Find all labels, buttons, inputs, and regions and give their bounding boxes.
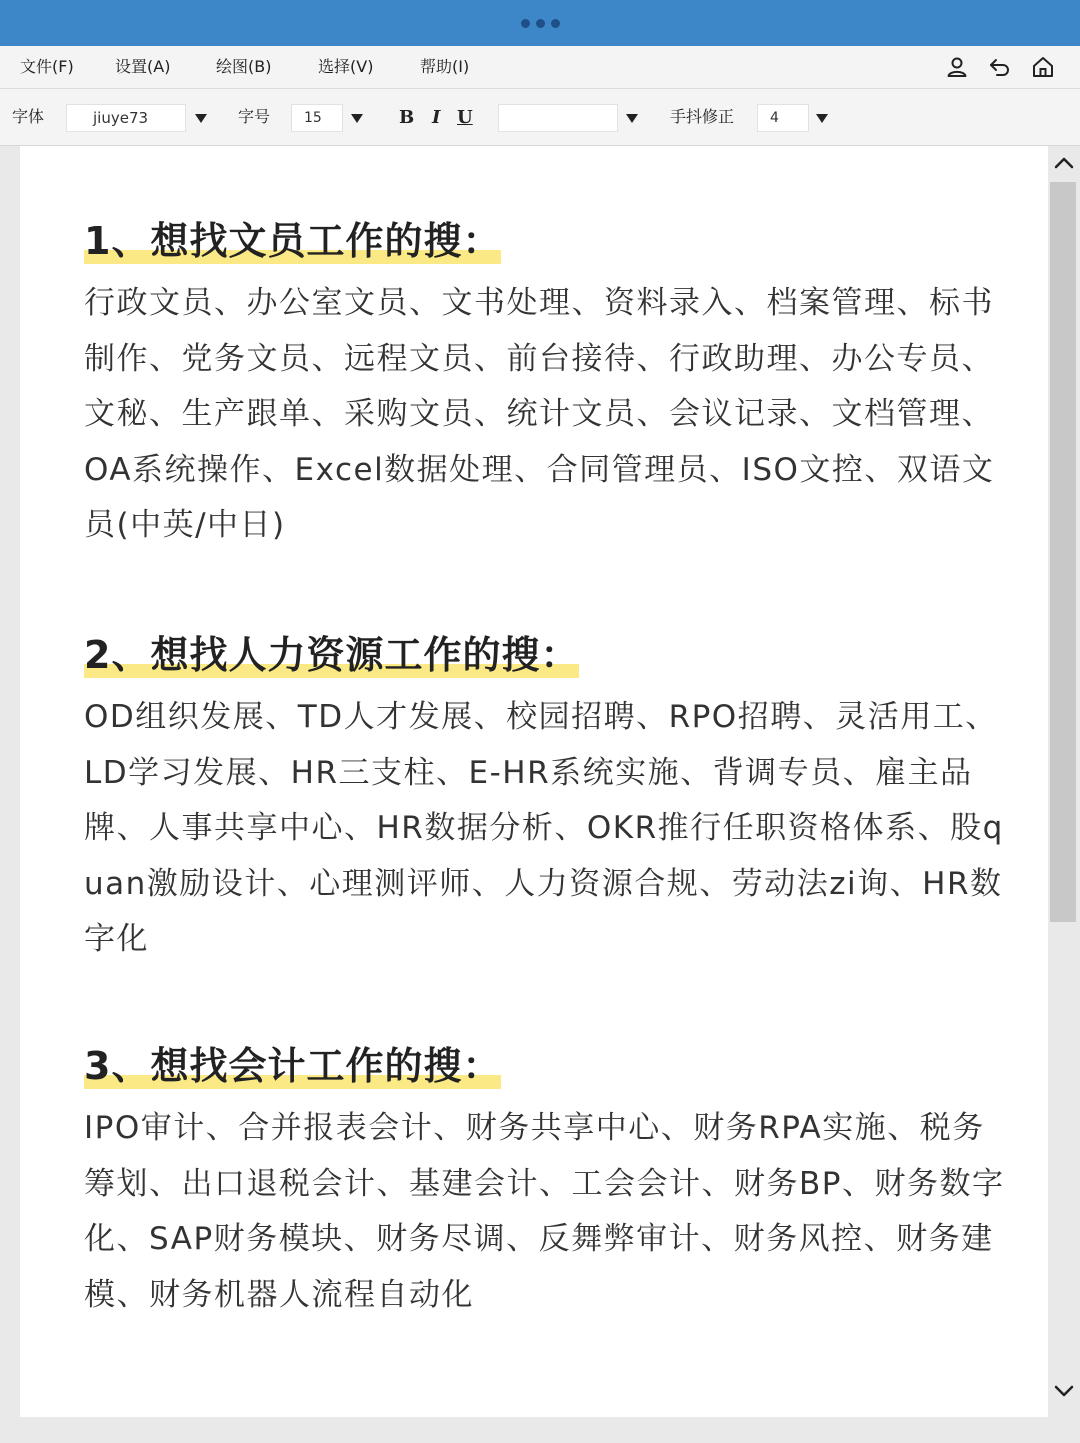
section-clerk bbox=[84, 214, 1014, 554]
section-body: 行政文员、办公室文员、文书处理、资料录入、档案管理、标书制作、党务文员、远程文员、前台接待、行政助理、办公专员、文秘、生产跟单、采购文员、统计文员、会议记录、文档管理、OA系统操作、Excel数据处理、合同管理员、ISO文控、双语文员(中英/中日) bbox=[84, 285, 995, 543]
font-label: 字体 bbox=[12, 107, 45, 126]
dot-icon bbox=[521, 19, 530, 28]
size-select[interactable]: 15 bbox=[291, 104, 343, 132]
italic-button[interactable]: I bbox=[432, 107, 441, 128]
home-icon[interactable] bbox=[1031, 55, 1055, 79]
scroll-down-icon[interactable] bbox=[1052, 1378, 1076, 1402]
menu-settings[interactable]: 设置(A) bbox=[115, 57, 171, 76]
scroll-up-icon[interactable] bbox=[1052, 152, 1076, 176]
underline-button[interactable]: U bbox=[457, 107, 473, 128]
section-heading bbox=[84, 214, 501, 268]
size-label: 字号 bbox=[238, 107, 271, 126]
caret-down-icon bbox=[351, 114, 363, 123]
section-heading bbox=[84, 628, 579, 682]
dot-icon bbox=[536, 19, 545, 28]
scrollbar-thumb[interactable] bbox=[1050, 182, 1076, 922]
format-toolbar bbox=[0, 89, 1080, 146]
window-titlebar[interactable] bbox=[0, 0, 1080, 46]
caret-down-icon bbox=[626, 114, 638, 123]
size-dropdown-button[interactable] bbox=[344, 104, 370, 132]
menu-bar bbox=[0, 46, 1080, 89]
menu-draw[interactable]: 绘图(B) bbox=[216, 57, 272, 76]
menu-help[interactable]: 帮助(I) bbox=[420, 57, 470, 76]
caret-down-icon bbox=[195, 114, 207, 123]
section-accounting bbox=[84, 1039, 1014, 1323]
correction-dropdown-button[interactable] bbox=[809, 104, 835, 132]
section-hr bbox=[84, 628, 1014, 968]
section-heading bbox=[84, 1039, 501, 1093]
heading-text: 1、想找文员工作的搜： bbox=[84, 219, 502, 263]
window-drag-handle[interactable] bbox=[521, 19, 560, 28]
menu-file[interactable]: 文件(F) bbox=[20, 57, 74, 76]
menu-select[interactable]: 选择(V) bbox=[318, 57, 374, 76]
section-body: OD组织发展、TD人才发展、校园招聘、RPO招聘、灵活用工、LD学习发展、HR三支柱、E-HR系统实施、背调专员、雇主品牌、人事共享中心、HR数据分析、OKR推行任职资格体系、股quan激励设计、心理测评师、人力资源合规、劳动法zi询、HR数字化 bbox=[84, 699, 1004, 957]
user-icon[interactable] bbox=[945, 55, 969, 79]
color-dropdown-button[interactable] bbox=[619, 104, 645, 132]
font-dropdown-button[interactable] bbox=[188, 104, 214, 132]
color-select[interactable] bbox=[498, 104, 618, 132]
section-body: IPO审计、合并报表会计、财务共享中心、财务RPA实施、税务筹划、出口退税会计、基建会计、工会会计、财务BP、财务数字化、SAP财务模块、财务尽调、反舞弊审计、财务风控、财务建模、财务机器人流程自动化 bbox=[84, 1110, 1005, 1313]
correction-select[interactable]: 4 bbox=[757, 104, 809, 132]
undo-icon[interactable] bbox=[988, 55, 1012, 79]
heading-text: 3、想找会计工作的搜： bbox=[84, 1044, 502, 1088]
bold-button[interactable]: B bbox=[399, 107, 415, 128]
heading-text: 2、想找人力资源工作的搜： bbox=[84, 633, 580, 677]
correction-label: 手抖修正 bbox=[670, 107, 735, 126]
font-select[interactable]: jiuye73 bbox=[66, 104, 186, 132]
caret-down-icon bbox=[816, 114, 828, 123]
dot-icon bbox=[551, 19, 560, 28]
